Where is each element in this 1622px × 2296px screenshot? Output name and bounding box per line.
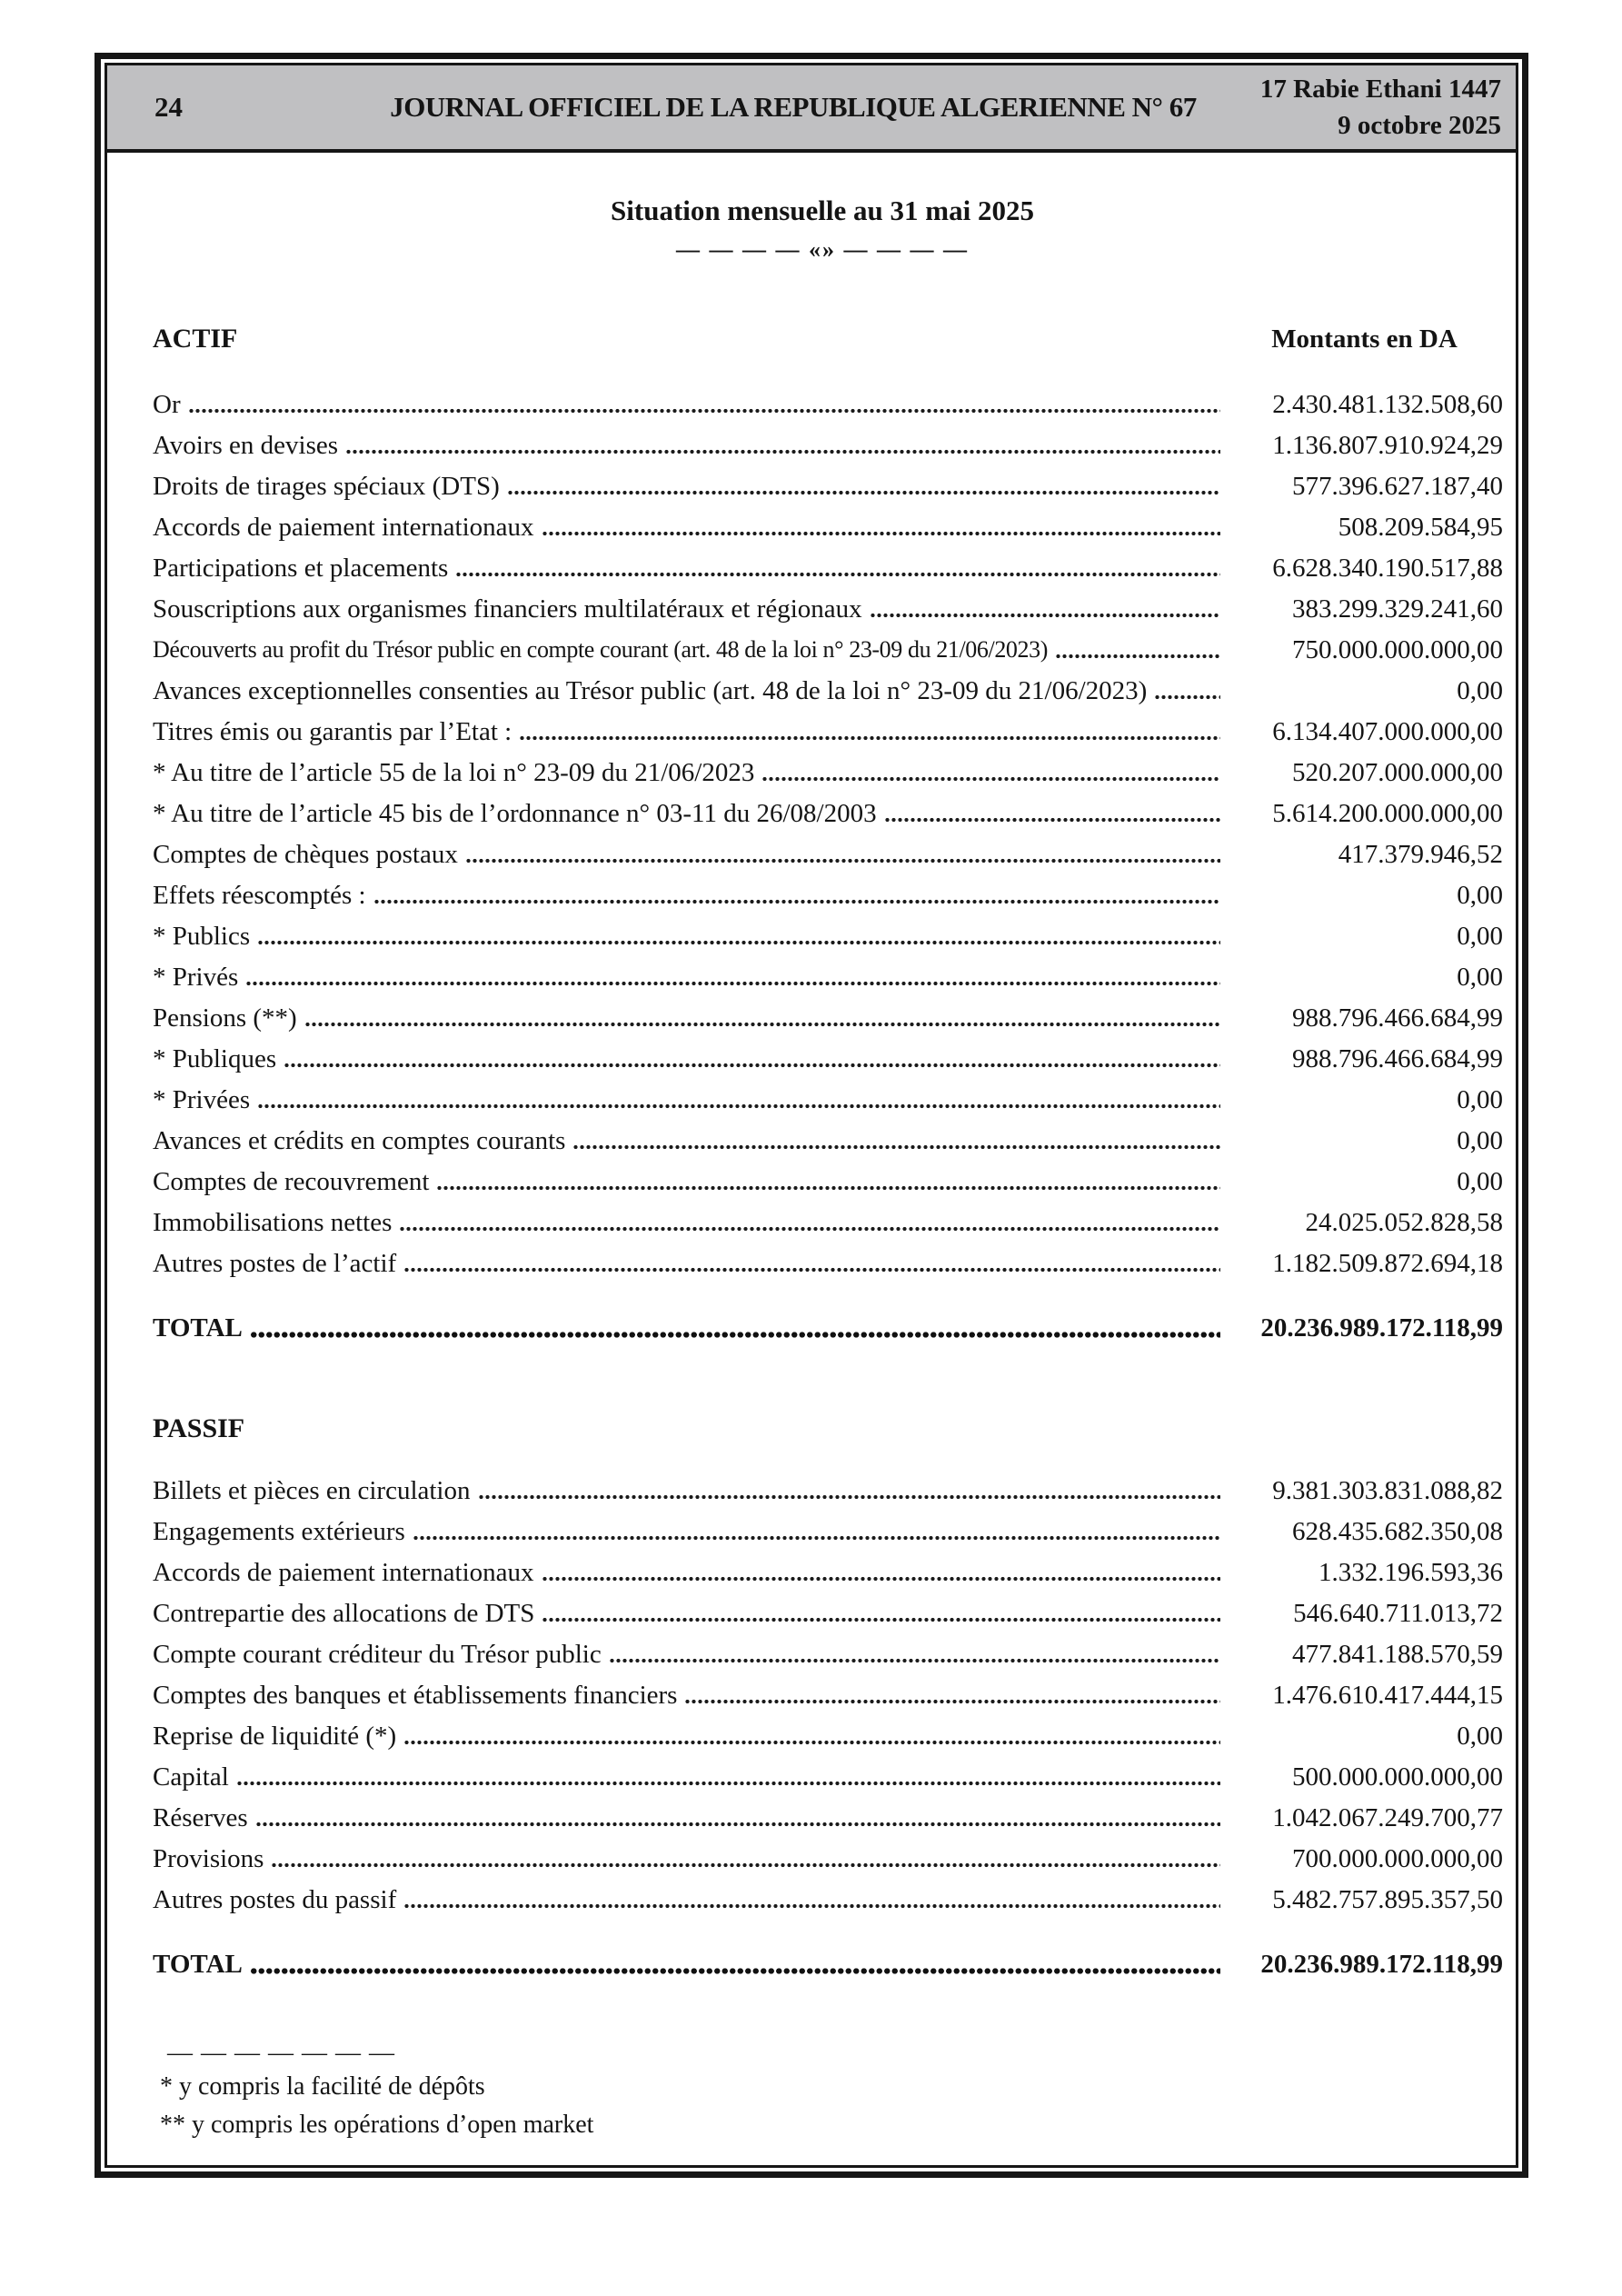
row-value: 1.476.610.417.444,15 [1272, 1681, 1503, 1710]
table-row [142, 1641, 1503, 1682]
table-row [142, 514, 1503, 554]
row-label: Capital [153, 1762, 229, 1792]
row-value: 383.299.329.241,60 [1292, 594, 1503, 624]
row-value: 24.025.052.828,58 [1305, 1208, 1503, 1237]
inner-frame [104, 63, 1518, 2168]
table-row [142, 1559, 1503, 1600]
row-label: Comptes de chèques postaux [153, 840, 458, 869]
table-row [142, 923, 1503, 963]
dot-leader [413, 1535, 1220, 1541]
row-label: Comptes de recouvrement [153, 1167, 430, 1196]
row-label: Avances et crédits en comptes courants [153, 1126, 566, 1155]
table-row [142, 595, 1503, 636]
row-value: 0,00 [1457, 1085, 1503, 1114]
dot-leader [455, 572, 1220, 577]
dot-leader [403, 1903, 1220, 1909]
row-value: 0,00 [1457, 922, 1503, 951]
page-frame [95, 53, 1528, 2178]
row-label: Provisions [153, 1844, 264, 1873]
row-value: 5.614.200.000.000,00 [1272, 799, 1503, 828]
table-row [142, 677, 1503, 718]
table-row [142, 554, 1503, 595]
dot-leader [542, 531, 1220, 536]
row-label: Billets et pièces en circulation [153, 1476, 471, 1505]
footnote-open-market: ** y compris les opérations d’open market [160, 2111, 594, 2139]
row-label: * Publics [153, 922, 251, 951]
table-row [142, 1804, 1503, 1845]
row-label: * Au titre de l’article 45 bis de l’ordonnance n° 03-11 du 26/08/2003 [153, 799, 877, 828]
actif-rows [142, 391, 1503, 1291]
row-value: 0,00 [1457, 963, 1503, 992]
row-value: 0,00 [1457, 1126, 1503, 1155]
row-value: 988.796.466.684,99 [1292, 1003, 1503, 1033]
table-row [142, 1763, 1503, 1804]
dot-leader [884, 817, 1220, 823]
document-body [107, 153, 1516, 2165]
row-label: Droits de tirages spéciaux (DTS) [153, 472, 500, 501]
row-label: Effets réescomptés : [153, 881, 366, 910]
dot-leader [870, 613, 1220, 618]
header-band [107, 65, 1516, 153]
dot-leader [1154, 694, 1220, 700]
table-row [142, 718, 1503, 759]
row-label: Autres postes du passif [153, 1885, 397, 1914]
title-separator: — — — — «» — — — — [676, 236, 969, 263]
row-label: Or [153, 390, 181, 419]
passif-total-row [142, 1951, 1503, 1992]
row-label: Pensions (**) [153, 1003, 297, 1033]
dot-leader [507, 490, 1220, 495]
row-value: 2.430.481.132.508,60 [1272, 390, 1503, 419]
page-number: 24 [154, 91, 183, 123]
row-label: Avances exceptionnelles consenties au Trésor public (art. 48 de la loi n° 23-09 du 21/06/2023) [153, 676, 1148, 705]
table-row [142, 1045, 1503, 1086]
row-label: Accords de paiement internationaux [153, 1558, 534, 1587]
issue-dates [1207, 71, 1516, 144]
row-value: 0,00 [1457, 676, 1503, 705]
amounts-column-header: Montants en DA [1271, 324, 1458, 354]
row-value: 700.000.000.000,00 [1292, 1844, 1503, 1873]
table-row [142, 1518, 1503, 1559]
row-label: Souscriptions aux organismes financiers multilatéraux et régionaux [153, 594, 862, 624]
dot-leader [436, 1185, 1220, 1191]
table-row [142, 1127, 1503, 1168]
hijri-date: 17 Rabie Ethani 1447 [1259, 75, 1501, 104]
document-title: Situation mensuelle au 31 mai 2025 [611, 195, 1034, 226]
section-actif-label: ACTIF [153, 324, 238, 354]
row-label: Réserves [153, 1803, 248, 1832]
row-label: * Publiques [153, 1044, 277, 1073]
row-label: Immobilisations nettes [153, 1208, 393, 1237]
row-value: 9.381.303.831.088,82 [1272, 1476, 1503, 1505]
row-value: 0,00 [1457, 1167, 1503, 1196]
row-value: 1.136.807.910.924,29 [1272, 431, 1503, 460]
row-value: 1.042.067.249.700,77 [1272, 1803, 1503, 1832]
row-value: 6.134.407.000.000,00 [1272, 717, 1503, 746]
footnote-separator: — — — — — — — [167, 2039, 395, 2067]
row-label: * Au titre de l’article 55 de la loi n° 23-09 du 21/06/2023 [153, 758, 755, 787]
table-row [142, 1722, 1503, 1763]
dot-leader [284, 1063, 1220, 1068]
row-label: Comptes des banques et établissements financiers [153, 1681, 678, 1710]
dot-leader [245, 981, 1220, 986]
dot-leader [188, 408, 1220, 414]
row-label: Accords de paiement internationaux [153, 513, 534, 542]
table-row [142, 636, 1503, 677]
row-value: 988.796.466.684,99 [1292, 1044, 1503, 1073]
row-label: Titres émis ou garantis par l’Etat : [153, 717, 512, 746]
dot-leader [572, 1144, 1220, 1150]
dot-leader [399, 1226, 1220, 1232]
row-value: 5.482.757.895.357,50 [1272, 1885, 1503, 1914]
row-value: 520.207.000.000,00 [1292, 758, 1503, 787]
table-row [142, 963, 1503, 1004]
row-label: * Privées [153, 1085, 251, 1114]
row-label: Compte courant créditeur du Trésor public [153, 1640, 602, 1669]
actif-section-header [142, 324, 1503, 354]
table-row [142, 1209, 1503, 1250]
dot-leader [542, 1617, 1220, 1622]
footnote-deposit-facility: * y compris la facilité de dépôts [160, 2072, 485, 2101]
footnote-block [142, 2039, 1503, 2144]
row-value: 477.841.188.570,59 [1292, 1640, 1503, 1669]
table-row [142, 800, 1503, 841]
table-row [142, 1886, 1503, 1927]
row-label: * Privés [153, 963, 239, 992]
dot-leader [465, 858, 1220, 863]
table-row [142, 841, 1503, 882]
row-value: 1.182.509.872.694,18 [1272, 1249, 1503, 1278]
table-row [142, 1477, 1503, 1518]
actif-total-row [142, 1314, 1503, 1355]
passif-rows [142, 1477, 1503, 1927]
row-value: 6.628.340.190.517,88 [1272, 554, 1503, 583]
section-passif-label: PASSIF [153, 1413, 245, 1443]
dot-leader [1055, 654, 1220, 659]
table-row [142, 882, 1503, 923]
table-row [142, 759, 1503, 800]
dot-leader [255, 1822, 1220, 1827]
row-value: 0,00 [1457, 881, 1503, 910]
dot-leader [236, 1781, 1220, 1786]
dot-leader [478, 1494, 1221, 1500]
dot-leader [257, 1103, 1220, 1109]
table-row [142, 1168, 1503, 1209]
journal-title: JOURNAL OFFICIEL DE LA REPUBLIQUE ALGERIENNE N° 67 [390, 91, 1197, 123]
table-row [142, 1682, 1503, 1722]
row-label: Autres postes de l’actif [153, 1249, 397, 1278]
row-label: Découverts au profit du Trésor public en compte courant (art. 48 de la loi n° 23-09 du 21/06/2023) [153, 636, 1048, 663]
dot-leader [373, 899, 1220, 904]
total-label: TOTAL [153, 1950, 243, 1979]
row-value: 508.209.584,95 [1338, 513, 1503, 542]
dot-leader [403, 1740, 1220, 1745]
table-row [142, 473, 1503, 514]
table-row [142, 1845, 1503, 1886]
row-label: Participations et placements [153, 554, 449, 583]
dot-leader [304, 1022, 1220, 1027]
row-value: 417.379.946,52 [1338, 840, 1503, 869]
row-label: Contrepartie des allocations de DTS [153, 1599, 535, 1628]
dot-leader [271, 1862, 1220, 1868]
passif-section-header [142, 1413, 1503, 1444]
table-row [142, 1004, 1503, 1045]
dot-leader [403, 1267, 1220, 1273]
row-value: 1.332.196.593,36 [1318, 1558, 1503, 1587]
dot-leader [257, 940, 1220, 945]
row-label: Engagements extérieurs [153, 1517, 405, 1546]
row-value: 0,00 [1457, 1722, 1503, 1751]
table-row [142, 1086, 1503, 1127]
dot-leader [684, 1699, 1220, 1704]
row-value: 500.000.000.000,00 [1292, 1762, 1503, 1792]
table-row [142, 391, 1503, 432]
row-value: 546.640.711.013,72 [1293, 1599, 1503, 1628]
dot-leader [519, 735, 1220, 741]
total-value: 20.236.989.172.118,99 [1260, 1313, 1503, 1343]
row-value: 750.000.000.000,00 [1292, 635, 1503, 664]
dot-leader [250, 1967, 1220, 1975]
total-label: TOTAL [153, 1313, 243, 1343]
dot-leader [609, 1658, 1220, 1663]
table-row [142, 1600, 1503, 1641]
dot-leader [250, 1331, 1220, 1339]
dot-leader [542, 1576, 1220, 1582]
total-value: 20.236.989.172.118,99 [1260, 1950, 1503, 1979]
dot-leader [761, 776, 1220, 782]
row-value: 628.435.682.350,08 [1292, 1517, 1503, 1546]
row-label: Avoirs en devises [153, 431, 339, 460]
table-row [142, 1250, 1503, 1291]
dot-leader [345, 449, 1220, 454]
gregorian-date: 9 octobre 2025 [1338, 111, 1501, 140]
table-row [142, 432, 1503, 473]
row-value: 577.396.627.187,40 [1292, 472, 1503, 501]
row-label: Reprise de liquidité (*) [153, 1722, 397, 1751]
